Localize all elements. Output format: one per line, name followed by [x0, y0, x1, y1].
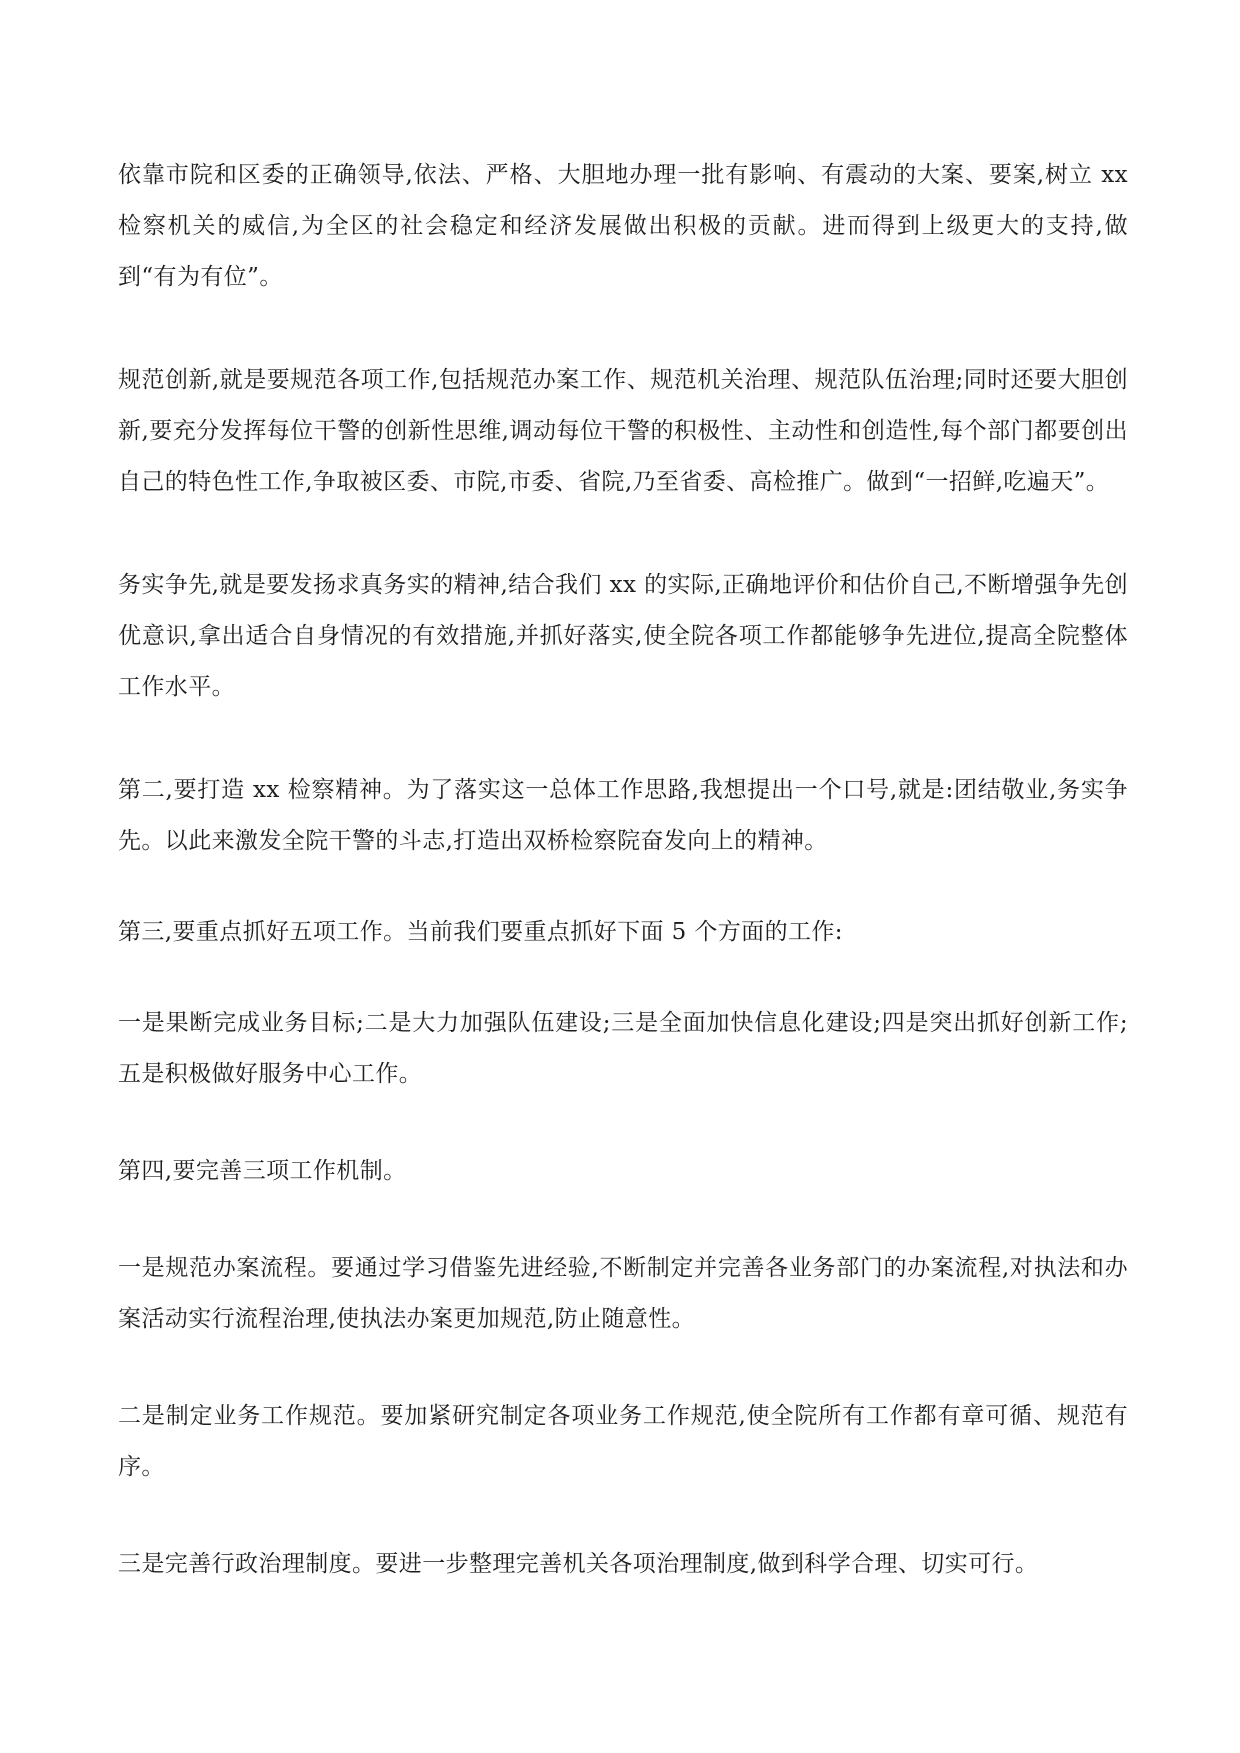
paragraph-standardized-innovation: 规范创新,就是要规范各项工作,包括规范办案工作、规范机关治理、规范队伍治理;同时还要大胆创新,要充分发挥每位干警的创新性思维,调动每位干警的积极性、主动性和创造性,每个部门都要创出自己的特色性工作,争取被区委、市院,市委、省院,乃至省委、高检推广。做到“一招鲜,吃遍天”。: [118, 367, 1128, 495]
paragraph-pragmatic-excellence: 务实争先,就是要发扬求真务实的精神,结合我们 xx 的实际,正确地评价和估价自己,不断增强争先创优意识,拿出适合自身情况的有效措施,并抓好落实,使全院各项工作都能够争先进位,提高全院整体工作水平。: [118, 572, 1128, 700]
paragraph-leadership: 依靠市院和区委的正确领导,依法、严格、大胆地办理一批有影响、有震动的大案、要案,树立 xx 检察机关的威信,为全区的社会稳定和经济发展做出积极的贡献。进而得到上级更大的支持,做到“有为有位”。: [118, 162, 1128, 290]
paragraph-fourth-point: 第四,要完善三项工作机制。: [118, 1158, 407, 1184]
paragraph-second-point: 第二,要打造 xx 检察精神。为了落实这一总体工作思路,我想提出一个口号,就是:团结敬业,务实争先。以此来激发全院干警的斗志,打造出双桥检察院奋发向上的精神。: [118, 777, 1128, 854]
document-body: [118, 150, 1128, 1590]
paragraph-mechanism-three: 三是完善行政治理制度。要进一步整理完善机关各项治理制度,做到科学合理、切实可行。: [118, 1551, 1039, 1577]
paragraph-five-tasks: 一是果断完成业务目标;二是大力加强队伍建设;三是全面加快信息化建设;四是突出抓好创新工作;五是积极做好服务中心工作。: [118, 1010, 1128, 1087]
paragraph-third-point: 第三,要重点抓好五项工作。当前我们要重点抓好下面 5 个方面的工作:: [118, 919, 843, 945]
paragraph-mechanism-one: 一是规范办案流程。要通过学习借鉴先进经验,不断制定并完善各业务部门的办案流程,对执法和办案活动实行流程治理,使执法办案更加规范,防止随意性。: [118, 1255, 1128, 1332]
paragraph-mechanism-two: 二是制定业务工作规范。要加紧研究制定各项业务工作规范,使全院所有工作都有章可循、规范有序。: [118, 1403, 1128, 1480]
